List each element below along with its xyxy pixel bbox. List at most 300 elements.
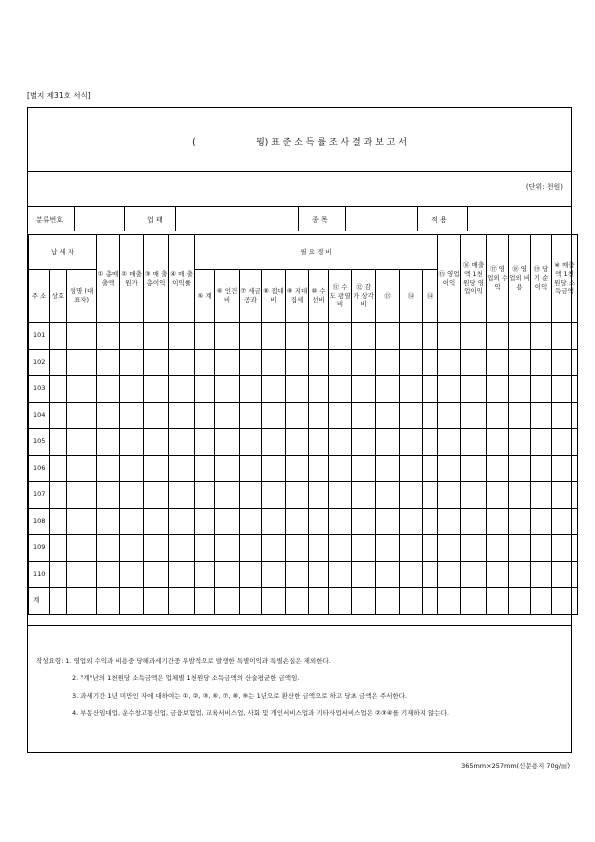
table-cell[interactable] [552,376,578,403]
table-cell[interactable] [509,455,531,482]
table-cell[interactable] [144,402,169,429]
table-cell[interactable] [352,429,376,456]
table-cell[interactable] [50,508,67,535]
table-cell[interactable] [50,561,67,588]
table-cell[interactable] [438,376,461,403]
table-cell[interactable] [352,561,376,588]
table-row [29,561,578,588]
table-cell[interactable] [262,508,286,535]
table-cell[interactable] [195,508,215,535]
table-cell[interactable] [352,349,376,376]
table-cell[interactable] [262,482,286,509]
table-cell[interactable] [240,402,262,429]
note-3: 3. 과세기간 1년 미만인 자에 대하여는 ①, ②, ③, ⑥, ⑦, ⑧, ⑨는 1년으로 환산한 금액으로 하고 당초 금액은 주서한다. [72,691,408,700]
row-label: 109 [29,535,50,562]
table-cell[interactable] [376,323,400,350]
table-cell[interactable] [329,482,352,509]
table-cell[interactable] [400,323,423,350]
table-cell[interactable] [286,455,309,482]
table-cell[interactable] [169,376,195,403]
table-cell[interactable] [376,349,400,376]
table-cell[interactable] [309,508,329,535]
table-cell[interactable] [509,482,531,509]
table-cell[interactable] [215,561,240,588]
table-cell[interactable] [461,455,487,482]
table-cell[interactable] [120,455,144,482]
table-row [29,376,578,403]
table-cell[interactable] [240,482,262,509]
table-cell[interactable] [50,429,67,456]
table-cell[interactable] [97,482,120,509]
header-utilities: ⑪ 수 도 광열비 [329,270,352,323]
table-cell[interactable] [400,535,423,562]
table-cell[interactable] [552,561,578,588]
table-cell[interactable] [487,561,509,588]
table-cell[interactable] [195,402,215,429]
table-cell[interactable] [50,588,67,615]
header-rent: ⑨ 지대 집세 [286,270,309,323]
table-cell[interactable] [309,349,329,376]
table-cell[interactable] [195,349,215,376]
table-cell[interactable] [487,376,509,403]
table-cell[interactable] [120,588,144,615]
table-cell[interactable] [309,455,329,482]
table-cell[interactable] [400,482,423,509]
table-cell[interactable] [423,376,438,403]
table-cell[interactable] [352,455,376,482]
table-cell[interactable] [120,508,144,535]
table-cell[interactable] [400,402,423,429]
table-cell[interactable] [286,323,309,350]
table-cell[interactable] [240,323,262,350]
table-cell[interactable] [552,402,578,429]
table-cell[interactable] [120,402,144,429]
table-cell[interactable] [195,561,215,588]
table-cell[interactable] [97,429,120,456]
table-cell[interactable] [423,482,438,509]
row-label: 103 [29,376,50,403]
table-cell[interactable] [262,455,286,482]
table-cell[interactable] [169,349,195,376]
table-cell[interactable] [286,482,309,509]
table-cell[interactable] [50,376,67,403]
table-cell[interactable] [286,535,309,562]
table-cell[interactable] [50,402,67,429]
table-cell[interactable] [509,588,531,615]
table-cell[interactable] [487,402,509,429]
table-cell[interactable] [309,402,329,429]
title-paren: ( [192,138,196,148]
header-expense-14b: ⑭ [423,270,438,323]
table-cell[interactable] [97,376,120,403]
title-divider [28,171,571,172]
table-cell[interactable] [552,455,578,482]
table-cell[interactable] [286,429,309,456]
table-cell[interactable] [50,535,67,562]
row-label: 110 [29,561,50,588]
notes-divider [28,625,571,626]
table-cell[interactable] [144,561,169,588]
table-cell[interactable] [144,376,169,403]
table-cell[interactable] [97,508,120,535]
table-cell[interactable] [423,323,438,350]
table-cell[interactable] [509,376,531,403]
table-cell[interactable] [509,323,531,350]
row-label: 105 [29,429,50,456]
table-row [29,323,578,350]
header-non-op-expense: ⑱ 영업외 비 용 [509,235,531,323]
table-cell[interactable] [309,482,329,509]
table-cell[interactable] [487,508,509,535]
table-cell[interactable] [67,535,97,562]
header-expense-14: ⑭ [400,270,423,323]
table-row [29,508,578,535]
table-cell[interactable] [286,376,309,403]
table-cell[interactable] [531,508,552,535]
table-cell[interactable] [461,323,487,350]
table-cell[interactable] [262,535,286,562]
table-cell[interactable] [461,349,487,376]
table-cell[interactable] [67,323,97,350]
table-cell[interactable] [240,588,262,615]
table-cell[interactable] [67,376,97,403]
table-cell[interactable] [400,561,423,588]
table-row [29,535,578,562]
table-cell[interactable] [531,535,552,562]
table-cell[interactable] [329,535,352,562]
table-cell[interactable] [240,429,262,456]
table-cell[interactable] [552,349,578,376]
table-cell[interactable] [352,588,376,615]
table-cell[interactable] [376,482,400,509]
table-cell[interactable] [195,376,215,403]
table-cell[interactable] [215,323,240,350]
header-repairs: ⑩ 수선비 [309,270,329,323]
table-cell[interactable] [329,455,352,482]
table-cell[interactable] [97,535,120,562]
table-cell[interactable] [423,455,438,482]
table-cell[interactable] [531,588,552,615]
table-cell[interactable] [169,508,195,535]
table-cell[interactable] [376,508,400,535]
table-cell[interactable] [352,323,376,350]
table-cell[interactable] [286,561,309,588]
table-cell[interactable] [240,455,262,482]
table-cell[interactable] [509,561,531,588]
table-cell[interactable] [438,482,461,509]
table-cell[interactable] [195,588,215,615]
table-cell[interactable] [400,508,423,535]
table-cell[interactable] [531,455,552,482]
table-cell[interactable] [438,402,461,429]
table-cell[interactable] [461,561,487,588]
table-cell[interactable] [67,429,97,456]
table-cell[interactable] [329,508,352,535]
table-cell[interactable] [400,376,423,403]
table-cell[interactable] [67,561,97,588]
table-row [29,429,578,456]
table-cell[interactable] [67,508,97,535]
table-cell[interactable] [400,588,423,615]
table-cell[interactable] [423,429,438,456]
table-cell[interactable] [169,402,195,429]
table-cell[interactable] [552,482,578,509]
table-cell[interactable] [120,429,144,456]
table-cell[interactable] [352,402,376,429]
table-cell[interactable] [215,455,240,482]
table-cell[interactable] [67,455,97,482]
header-taxes-dues: ⑦ 세금 공과 [240,270,262,323]
table-cell[interactable] [487,588,509,615]
table-cell[interactable] [50,323,67,350]
table-cell[interactable] [67,482,97,509]
table-cell[interactable] [50,455,67,482]
row-label: 107 [29,482,50,509]
table-cell[interactable] [215,482,240,509]
table-cell[interactable] [376,535,400,562]
table-cell[interactable] [169,429,195,456]
header-gross-sales: ① 총매 출액 [97,235,120,323]
table-cell[interactable] [215,508,240,535]
table-cell[interactable] [461,508,487,535]
table-cell[interactable] [144,349,169,376]
header-net-income: ⑲ 당 기 순이익 [531,235,552,323]
table-cell[interactable] [329,402,352,429]
table-cell[interactable] [309,561,329,588]
header-entertainment: ⑧ 접대비 [262,270,286,323]
table-cell[interactable] [509,429,531,456]
table-cell[interactable] [376,429,400,456]
table-cell[interactable] [215,535,240,562]
table-cell[interactable] [169,482,195,509]
table-cell[interactable] [423,402,438,429]
table-cell[interactable] [461,402,487,429]
header-depreciation: ⑫ 감 가 상각비 [352,270,376,323]
table-cell[interactable] [215,376,240,403]
table-cell[interactable] [286,508,309,535]
table-cell[interactable] [461,588,487,615]
table-cell[interactable] [438,349,461,376]
table-cell[interactable] [352,376,376,403]
table-cell[interactable] [169,323,195,350]
table-cell[interactable] [461,482,487,509]
table-cell[interactable] [487,535,509,562]
table-cell[interactable] [552,535,578,562]
table-cell[interactable] [120,482,144,509]
table-cell[interactable] [487,349,509,376]
table-cell[interactable] [240,376,262,403]
table-cell[interactable] [423,535,438,562]
table-cell[interactable] [376,561,400,588]
table-cell[interactable] [97,561,120,588]
table-cell[interactable] [262,429,286,456]
business-label: 업 태 [147,216,163,224]
note-4: 4. 부동산임대업, 운수창고통신업, 금융보험업, 교육서비스업, 사회 및 개인서비스업과 기타사업서비스업은 ②③④를 기재하지 않는다. [72,709,449,718]
table-cell[interactable] [286,588,309,615]
table-cell[interactable] [531,376,552,403]
instructions [36,656,561,726]
table-cell[interactable] [352,535,376,562]
table-cell[interactable] [329,349,352,376]
table-cell[interactable] [309,376,329,403]
table-cell[interactable] [262,323,286,350]
paper-spec: 365mm×257mm(신문용지 70g/㎡) [461,762,570,770]
table-cell[interactable] [531,429,552,456]
table-cell[interactable] [423,508,438,535]
header-representative: 성명 (대표자) [67,270,97,323]
table-cell[interactable] [376,455,400,482]
table-cell[interactable] [144,588,169,615]
table-cell[interactable] [67,349,97,376]
table-cell[interactable] [240,508,262,535]
table-cell[interactable] [309,535,329,562]
table-cell[interactable] [376,402,400,429]
table-cell[interactable] [50,482,67,509]
table-cell[interactable] [552,588,578,615]
row-label: 101 [29,323,50,350]
table-cell[interactable] [195,535,215,562]
table-cell[interactable] [97,402,120,429]
table-cell[interactable] [195,482,215,509]
table-cell[interactable] [120,323,144,350]
table-cell[interactable] [552,429,578,456]
note-2: 2. "계"난의 1천원당 소득금액은 업체별 1천원당 소득금액의 산술평균한 금액임. [72,674,300,683]
table-cell[interactable] [509,402,531,429]
table-cell[interactable] [531,482,552,509]
table-cell[interactable] [195,429,215,456]
table-cell[interactable] [552,508,578,535]
classification-row [28,207,571,231]
table-cell[interactable] [400,349,423,376]
table-cell[interactable] [352,482,376,509]
table-cell[interactable] [240,349,262,376]
table-cell[interactable] [509,535,531,562]
table-row [29,588,578,615]
table-cell[interactable] [309,429,329,456]
table-cell[interactable] [67,588,97,615]
header-expense-13: ⑬ [376,270,400,323]
table-cell[interactable] [309,588,329,615]
table-cell[interactable] [438,455,461,482]
table-cell[interactable] [400,429,423,456]
table-cell[interactable] [376,376,400,403]
table-cell[interactable] [438,508,461,535]
table-cell[interactable] [329,561,352,588]
table-cell[interactable] [461,376,487,403]
table-cell[interactable] [487,482,509,509]
table-row [29,455,578,482]
table-cell[interactable] [144,482,169,509]
table-cell[interactable] [144,429,169,456]
table-cell[interactable] [144,455,169,482]
table-cell[interactable] [97,588,120,615]
table-cell[interactable] [120,561,144,588]
table-cell[interactable] [376,588,400,615]
table-cell[interactable] [195,323,215,350]
table-cell[interactable] [240,561,262,588]
table-cell[interactable] [329,588,352,615]
table-cell[interactable] [286,402,309,429]
table-cell[interactable] [144,535,169,562]
table-cell[interactable] [120,535,144,562]
table-cell[interactable] [240,535,262,562]
table-cell[interactable] [487,323,509,350]
table-cell[interactable] [509,349,531,376]
table-cell[interactable] [169,588,195,615]
header-operating-income: ⑮ 영업 이익 [438,235,461,323]
table-cell[interactable] [309,323,329,350]
row-label: 102 [29,349,50,376]
table-cell[interactable] [262,588,286,615]
row-label: 108 [29,508,50,535]
table-cell[interactable] [215,349,240,376]
table-cell[interactable] [144,508,169,535]
table-cell[interactable] [438,561,461,588]
table-cell[interactable] [329,429,352,456]
table-cell[interactable] [169,535,195,562]
table-cell[interactable] [215,429,240,456]
table-cell[interactable] [461,429,487,456]
table-cell[interactable] [262,349,286,376]
table-cell[interactable] [531,349,552,376]
table-cell[interactable] [144,323,169,350]
table-cell[interactable] [423,349,438,376]
table-cell[interactable] [67,402,97,429]
table-cell[interactable] [509,508,531,535]
table-cell[interactable] [169,561,195,588]
table-cell[interactable] [423,588,438,615]
table-cell[interactable] [262,561,286,588]
table-cell[interactable] [120,349,144,376]
table-cell[interactable] [552,323,578,350]
header-trade-name: 상호 [50,270,67,323]
table-cell[interactable] [487,455,509,482]
table-cell[interactable] [50,349,67,376]
table-cell[interactable] [97,455,120,482]
table-cell[interactable] [531,561,552,588]
table-cell[interactable] [352,508,376,535]
table-row [29,482,578,509]
table-cell[interactable] [195,455,215,482]
table-cell[interactable] [97,349,120,376]
table-cell[interactable] [423,561,438,588]
title-text: 뭥) 표 준 소 득 률 조 사 결 과 보 고 서 [256,138,407,148]
table-cell[interactable] [438,323,461,350]
table-cell[interactable] [438,588,461,615]
table-cell[interactable] [461,535,487,562]
unit-label: (단위: 천원) [525,183,563,191]
table-cell[interactable] [400,455,423,482]
note-1: 작성요령: 1. 영업외 수익과 비용중 당해과세기간중 우발적으로 발생한 특별이익과 특별손실은 제외한다. [36,657,331,665]
table-cell[interactable] [531,323,552,350]
table-cell[interactable] [329,323,352,350]
necessary-expenses-header: 필 요 경 비 [195,235,438,270]
table-cell[interactable] [286,349,309,376]
header-cost-of-sales: ② 매출 원가 [120,235,144,323]
table-cell[interactable] [215,402,240,429]
table-cell[interactable] [169,455,195,482]
table-cell[interactable] [531,402,552,429]
table-cell[interactable] [262,376,286,403]
table-cell[interactable] [329,376,352,403]
table-cell[interactable] [97,323,120,350]
table-cell[interactable] [438,429,461,456]
table-cell[interactable] [262,402,286,429]
table-cell[interactable] [215,588,240,615]
table-cell[interactable] [120,376,144,403]
table-cell[interactable] [487,429,509,456]
table-cell[interactable] [438,535,461,562]
